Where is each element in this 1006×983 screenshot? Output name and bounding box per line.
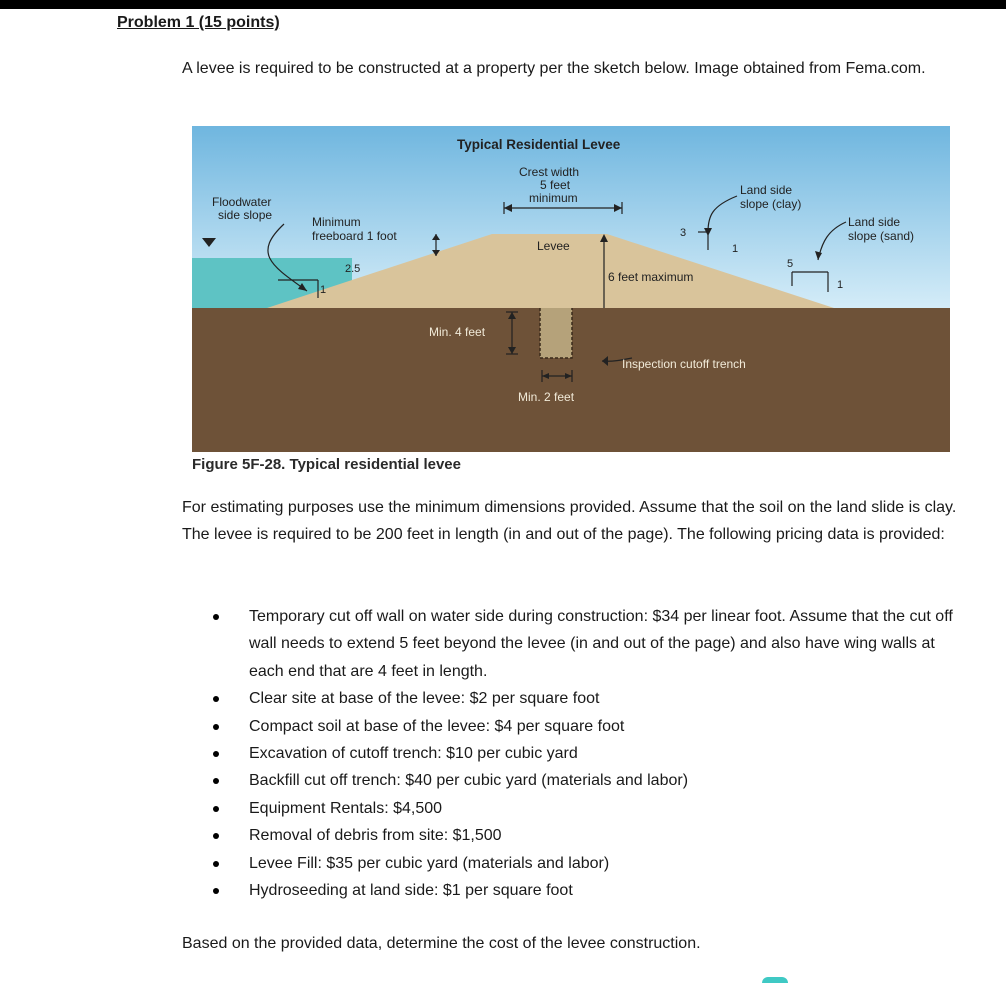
trench-label: Inspection cutoff trench	[622, 357, 746, 371]
crest-width-line1: Crest width	[519, 165, 580, 179]
levee-label: Levee	[537, 239, 570, 253]
crest-width-line2: 5 feet	[540, 178, 571, 192]
pricing-item: Compact soil at base of the levee: $4 per square foot	[213, 713, 973, 740]
crest-width-line3: minimum	[529, 191, 578, 205]
trench-depth-label: Min. 4 feet	[429, 325, 486, 339]
floodwater-line1: Floodwater	[212, 195, 272, 209]
cutoff-trench	[540, 308, 572, 358]
height-label: 6 feet maximum	[608, 270, 694, 284]
problem-heading: Problem 1 (15 points)	[117, 14, 280, 31]
freeboard-line2: freeboard 1 foot	[312, 229, 397, 243]
pricing-item: Equipment Rentals: $4,500	[213, 795, 973, 822]
final-paragraph: Based on the provided data, determine the cost of the levee construction.	[182, 935, 701, 952]
pricing-item: Backfill cut off trench: $40 per cubic yard (materials and labor)	[213, 767, 973, 794]
pricing-item: Excavation of cutoff trench: $10 per cubic yard	[213, 740, 973, 767]
pricing-item: Removal of debris from site: $1,500	[213, 822, 973, 849]
clay-slope-rise: 1	[732, 243, 739, 255]
figure-caption: Figure 5F-28. Typical residential levee	[192, 456, 461, 473]
pricing-item: Levee Fill: $35 per cubic yard (materials and labor)	[213, 850, 973, 877]
top-bar	[0, 0, 1006, 9]
water-slope-run: 2.5	[345, 263, 361, 275]
sand-slope-line1: Land side	[848, 215, 901, 229]
scroll-indicator	[762, 977, 788, 983]
sand-slope-line2: slope (sand)	[848, 229, 915, 243]
pricing-item: Clear site at base of the levee: $2 per square foot	[213, 685, 973, 712]
sand-slope-run: 5	[787, 258, 794, 270]
clay-slope-line2: slope (clay)	[740, 197, 802, 211]
pricing-item: Hydroseeding at land side: $1 per square foot	[213, 877, 973, 904]
figure-title: Typical Residential Levee	[457, 137, 621, 152]
water-slope-rise: 1	[320, 284, 327, 296]
pricing-item: Temporary cut off wall on water side during construction: $34 per linear foot. Assume that the cut off wall needs to extend 5 feet beyond the levee (in and out of the page) and also have wing walls at each end that are 4 feet in length.	[213, 603, 973, 685]
pricing-list	[213, 603, 973, 904]
sand-slope-rise: 1	[837, 279, 844, 291]
intro-paragraph: A levee is required to be constructed at a property per the sketch below. Image obtained from Fema.com.	[182, 60, 926, 77]
clay-slope-run: 3	[680, 227, 687, 239]
freeboard-line1: Minimum	[312, 215, 361, 229]
floodwater-line2: side slope	[218, 208, 273, 222]
estimating-paragraph: For estimating purposes use the minimum dimensions provided. Assume that the soil on the land slide is clay. The levee is required to be 200 feet in length (in and out of the page). The following pricing data is provided:	[182, 499, 957, 543]
trench-width-label: Min. 2 feet	[518, 390, 575, 404]
clay-slope-line1: Land side	[740, 183, 793, 197]
levee-figure	[192, 126, 950, 452]
